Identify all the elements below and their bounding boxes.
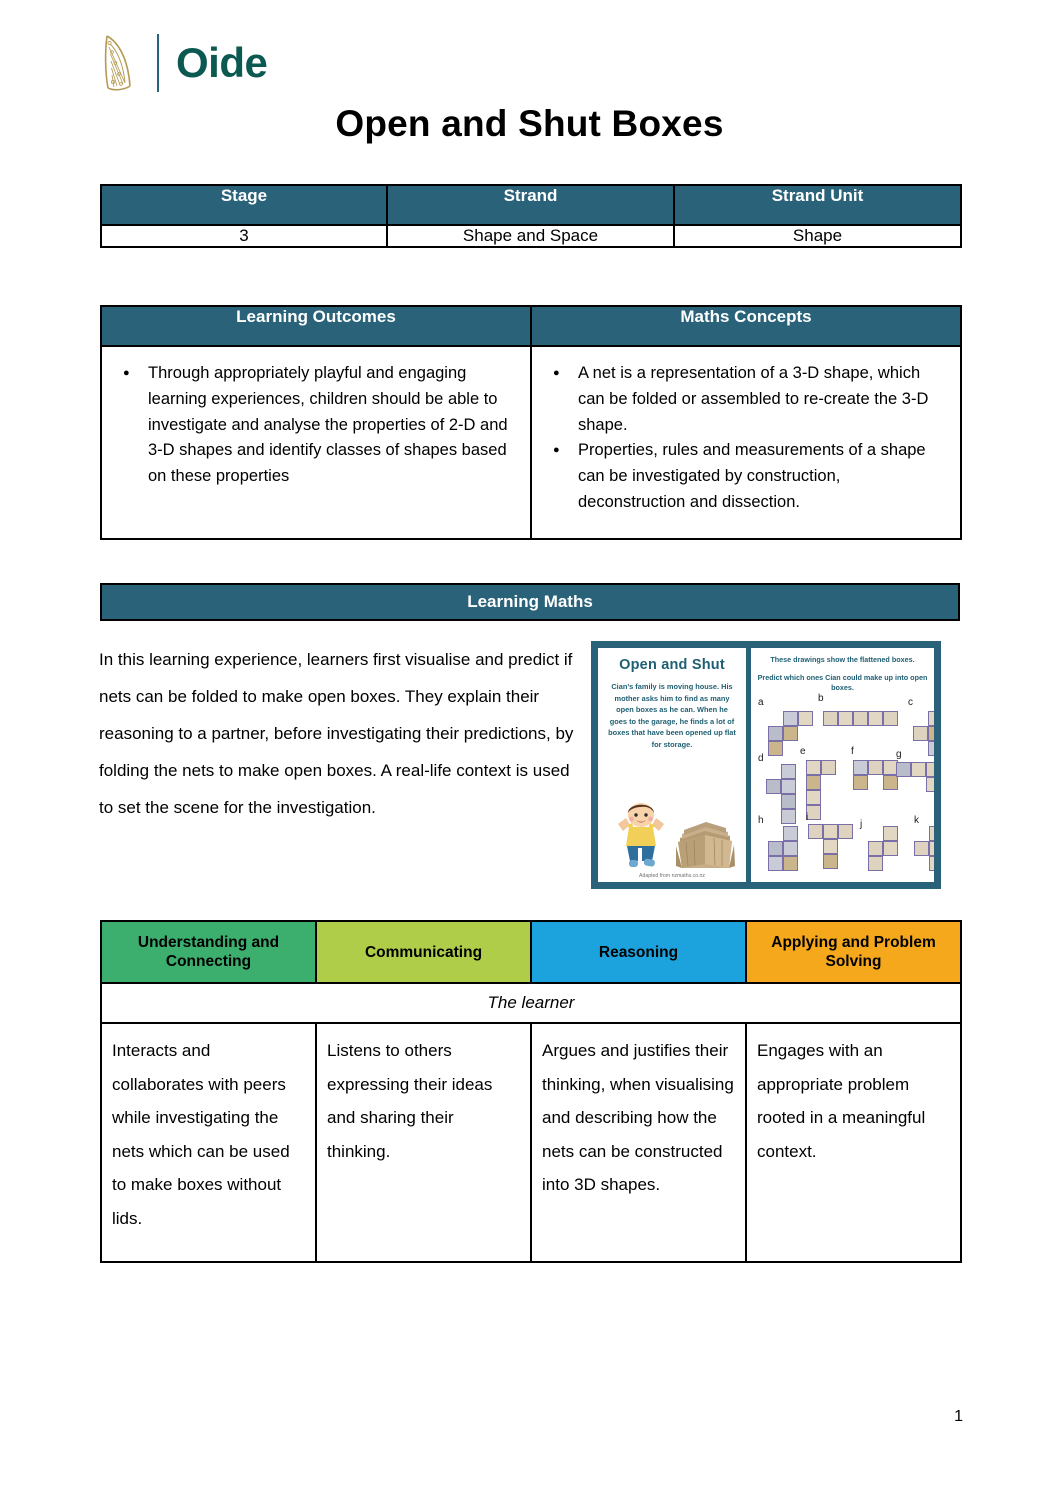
header-maths-concepts: Maths Concepts xyxy=(531,306,961,346)
harp-icon xyxy=(98,32,142,94)
table-header-row xyxy=(101,306,961,346)
header-communicating: Communicating xyxy=(316,921,531,983)
learning-maths-banner-label: Learning Maths xyxy=(467,592,593,611)
oide-logo xyxy=(98,30,267,96)
table-row xyxy=(101,346,961,539)
table-row xyxy=(101,225,961,247)
header-understanding-and-connecting: Understanding and Connecting xyxy=(101,921,316,983)
learning-outcomes-list xyxy=(102,347,530,504)
header-strand: Strand xyxy=(387,185,674,225)
maths-concepts-list xyxy=(532,347,960,530)
table-header-row xyxy=(101,921,961,983)
net-label-d: d xyxy=(758,752,764,764)
nets-diagram xyxy=(756,692,929,866)
stage-strand-table xyxy=(100,184,962,248)
header-stage: Stage xyxy=(101,185,387,225)
cell-reasoning: Argues and justifies their thinking, when visualising and describing how the nets can be constructed into 3D shapes. xyxy=(531,1023,746,1262)
net-label-i: i xyxy=(806,811,809,823)
cell-strand-unit-value: Shape xyxy=(674,225,961,247)
cell-maths-concepts xyxy=(531,346,961,539)
list-item: ● A net is a representation of a 3-D shape, which can be folded or assembled to re-create the 3-D shape. xyxy=(576,361,946,438)
learning-maths-paragraph: In this learning experience, learners first visualise and predict if nets can be folded to make open boxes. They explain their reasoning to a partner, before investigating their predictions, by folding the nets to make open boxes. A real-life context is used to set the scene for the investigation. xyxy=(99,650,574,817)
nets-instruction-2: Predict which ones Cian could make up into open boxes. xyxy=(757,672,928,692)
cell-strand-value: Shape and Space xyxy=(387,225,674,247)
header-strand-unit: Strand Unit xyxy=(674,185,961,225)
learner-subheader-row xyxy=(101,983,961,1023)
list-item: ● Through appropriately playful and engaging learning experiences, children should be able to investigate and analyse the properties of 2-D and 3-D shapes and identify classes of shapes based on these properties xyxy=(146,361,516,490)
net-label-k: k xyxy=(914,814,919,826)
cell-understanding-and-connecting: Interacts and collaborates with peers while investigating the nets which can be used to make boxes without lids. xyxy=(101,1023,316,1262)
resource-card-nets-panel xyxy=(751,648,934,882)
outcomes-concepts-table xyxy=(100,305,962,540)
net-label-g: g xyxy=(896,748,902,760)
flattened-boxes-illustration xyxy=(674,816,736,872)
cell-stage-value: 3 xyxy=(101,225,387,247)
header-applying-and-problem-solving: Applying and Problem Solving xyxy=(746,921,961,983)
page-number: 1 xyxy=(954,1408,963,1425)
nets-instruction-1: These drawings show the flattened boxes. xyxy=(770,655,915,664)
logo-divider xyxy=(157,34,159,92)
table-row xyxy=(101,1023,961,1262)
cell-applying-and-problem-solving: Engages with an appropriate problem rooted in a meaningful context. xyxy=(746,1023,961,1262)
net-label-c: c xyxy=(908,696,913,708)
page-title: Open and Shut Boxes xyxy=(335,103,724,144)
header-reasoning: Reasoning xyxy=(531,921,746,983)
resource-card-story: Cian’s family is moving house. His mother asks him to find as many open boxes as he can. When he goes to the garage, he finds a lot of boxes that have been opened up flat for storage. xyxy=(608,682,736,749)
brand-name: Oide xyxy=(176,39,268,86)
net-label-e: e xyxy=(800,745,806,757)
list-item: ● Properties, rules and measurements of a shape can be investigated by construction, deconstruction and dissection. xyxy=(576,438,946,515)
boy-illustration xyxy=(614,798,668,872)
learner-subheader: The learner xyxy=(101,983,961,1023)
net-label-a: a xyxy=(758,696,764,708)
table-header-row xyxy=(101,185,961,225)
resource-card-image xyxy=(591,641,941,889)
net-label-f: f xyxy=(851,745,854,757)
net-label-h: h xyxy=(758,814,764,826)
skills-table xyxy=(100,920,962,1263)
net-label-b: b xyxy=(818,692,824,704)
resource-card-title: Open and Shut xyxy=(619,657,725,673)
header-learning-outcomes: Learning Outcomes xyxy=(101,306,531,346)
cell-communicating: Listens to others expressing their ideas and sharing their thinking. xyxy=(316,1023,531,1262)
net-label-j: j xyxy=(860,818,863,830)
learning-maths-banner xyxy=(100,583,960,621)
resource-card-story-panel xyxy=(598,648,746,882)
cell-learning-outcomes xyxy=(101,346,531,539)
resource-card-credit: Adapted from nzmaths.co.nz xyxy=(638,873,706,879)
